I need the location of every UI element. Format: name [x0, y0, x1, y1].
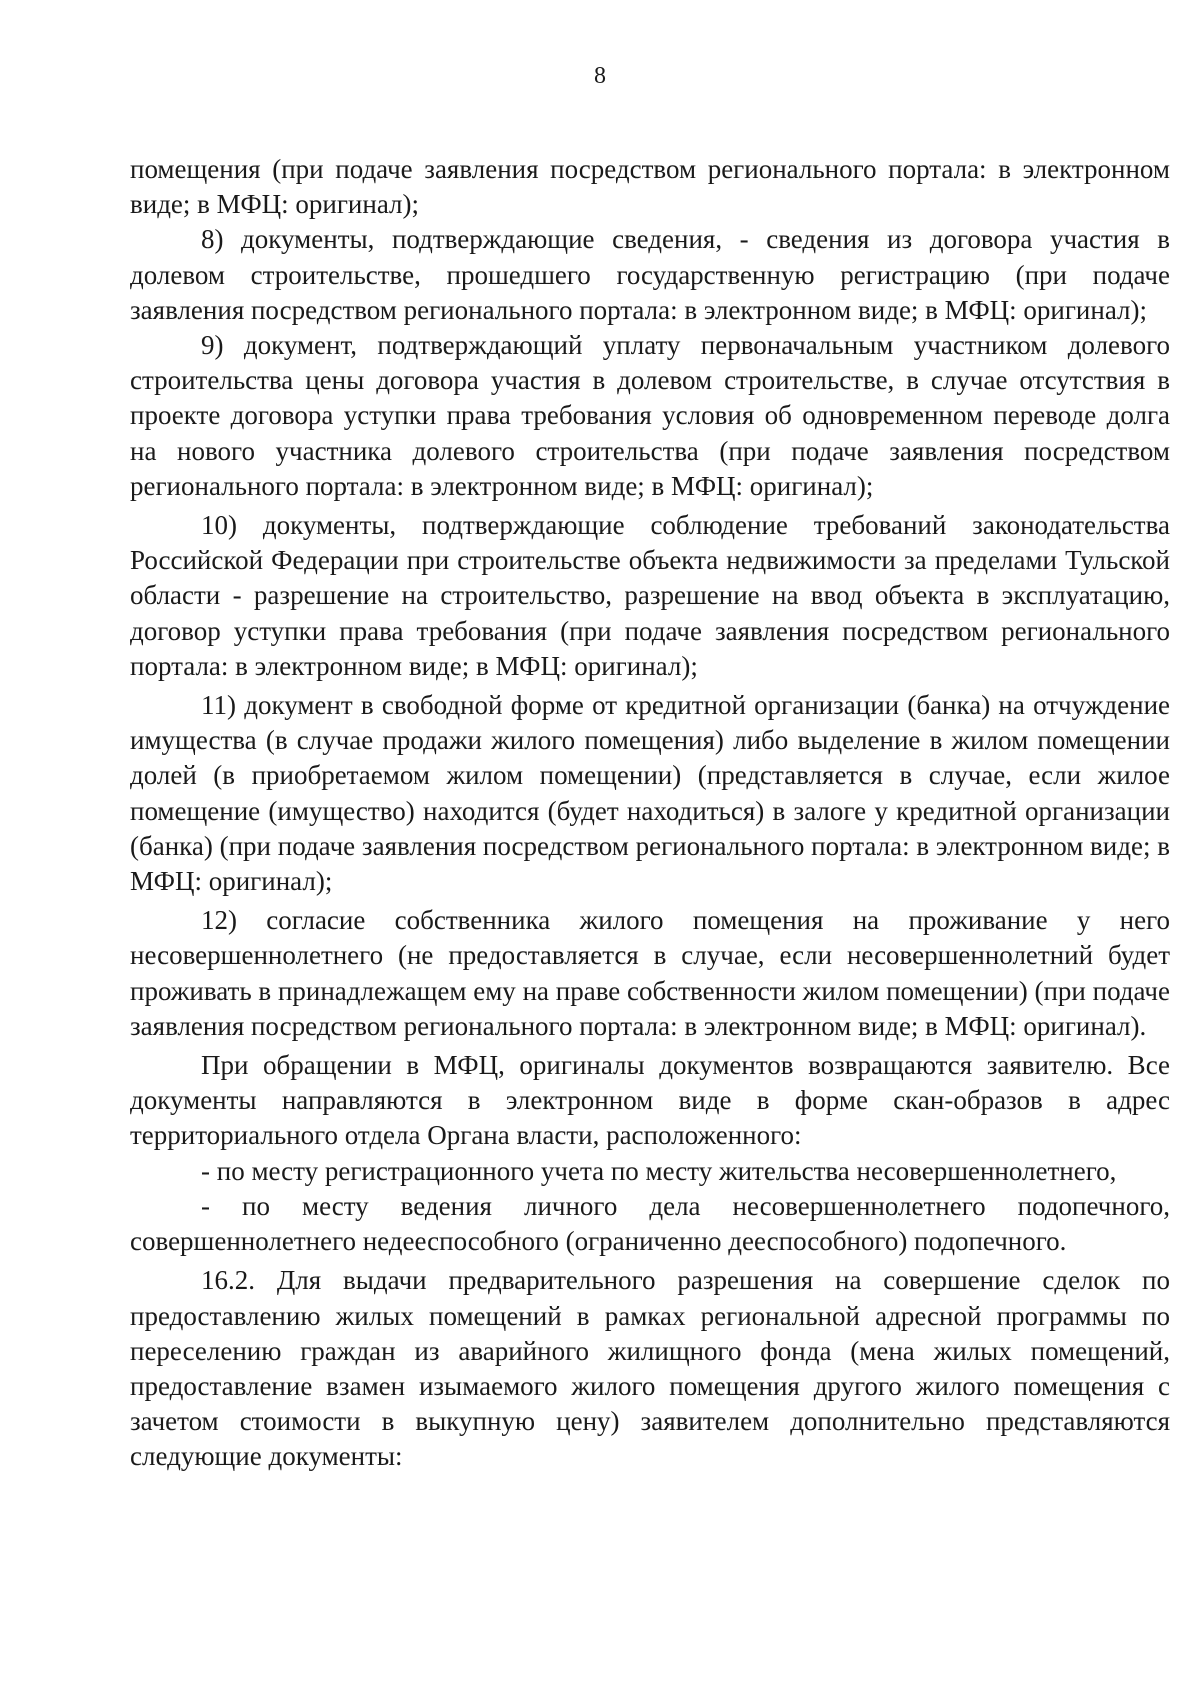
list-dash-item-1: - по месту регистрационного учета по месту жительства несовершеннолетнего,	[201, 1155, 1117, 1186]
document-body	[130, 152, 1170, 1475]
paragraph-mfc-originals: При обращении в МФЦ, оригиналы документов возвращаются заявителю. Все документы направляются в электронном виде в форме скан-образов в адрес территориального отдела Органа власти, расположенного:	[130, 1050, 1170, 1151]
section-16-2: 16.2. Для выдачи предварительного разрешения на совершение сделок по предоставлению жилых помещений в рамках региональной адресной программы по переселению граждан из аварийного жилищного фонда (мена жилых помещений, предоставление взамен изымаемого жилого помещения другого жилого помещения с зачетом стоимости в выкупную цену) заявителем дополнительно представляются следующие документы:	[130, 1265, 1170, 1472]
list-item-9: 9) документ, подтверждающий уплату первоначальным участником долевого строительства цены договора участия в долевом строительстве, в случае отсутствия в проекте договора уступки права требования условия об одновременном переводе долга на нового участника долевого строительства (при подаче заявления посредством регионального портала: в электронном виде; в МФЦ: оригинал);	[130, 330, 1170, 501]
list-item-12: 12) согласие собственника жилого помещения на проживание у него несовершеннолетнего (не предоставляется в случае, если несовершеннолетний будет проживать в принадлежащем ему на праве собственности жилом помещении) (при подаче заявления посредством регионального портала: в электронном виде; в МФЦ: оригинал).	[130, 905, 1170, 1041]
list-item-10: 10) документы, подтверждающие соблюдение требований законодательства Российской Федерации при строительстве объекта недвижимости за пределами Тульской области - разрешение на строительство, разрешение на ввод объекта в эксплуатацию, договор уступки права требования (при подаче заявления посредством регионального портала: в электронном виде; в МФЦ: оригинал);	[130, 510, 1170, 681]
list-dash-item-2: - по месту ведения личного дела несовершеннолетнего подопечного, совершеннолетнего недееспособного (ограниченно дееспособного) подопечного.	[130, 1190, 1170, 1257]
page-number: 8	[594, 63, 606, 89]
list-item-8: 8) документы, подтверждающие сведения, - сведения из договора участия в долевом строительстве, прошедшего государственную регистрацию (при подаче заявления посредством регионального портала: в электронном виде; в МФЦ: оригинал);	[130, 224, 1170, 325]
paragraph-continuation: помещения (при подаче заявления посредством регионального портала: в электронном виде; в МФЦ: оригинал);	[130, 154, 1170, 220]
list-item-11: 11) документ в свободной форме от кредитной организации (банка) на отчуждение имущества (в случае продажи жилого помещения) либо выделение в жилом помещении долей (в приобретаемом жилом помещении) (представляется в случае, если жилое помещение (имущество) находится (будет находиться) в залоге у кредитной организации (банка) (при подаче заявления посредством регионального портала: в электронном виде; в МФЦ: оригинал);	[130, 690, 1170, 897]
